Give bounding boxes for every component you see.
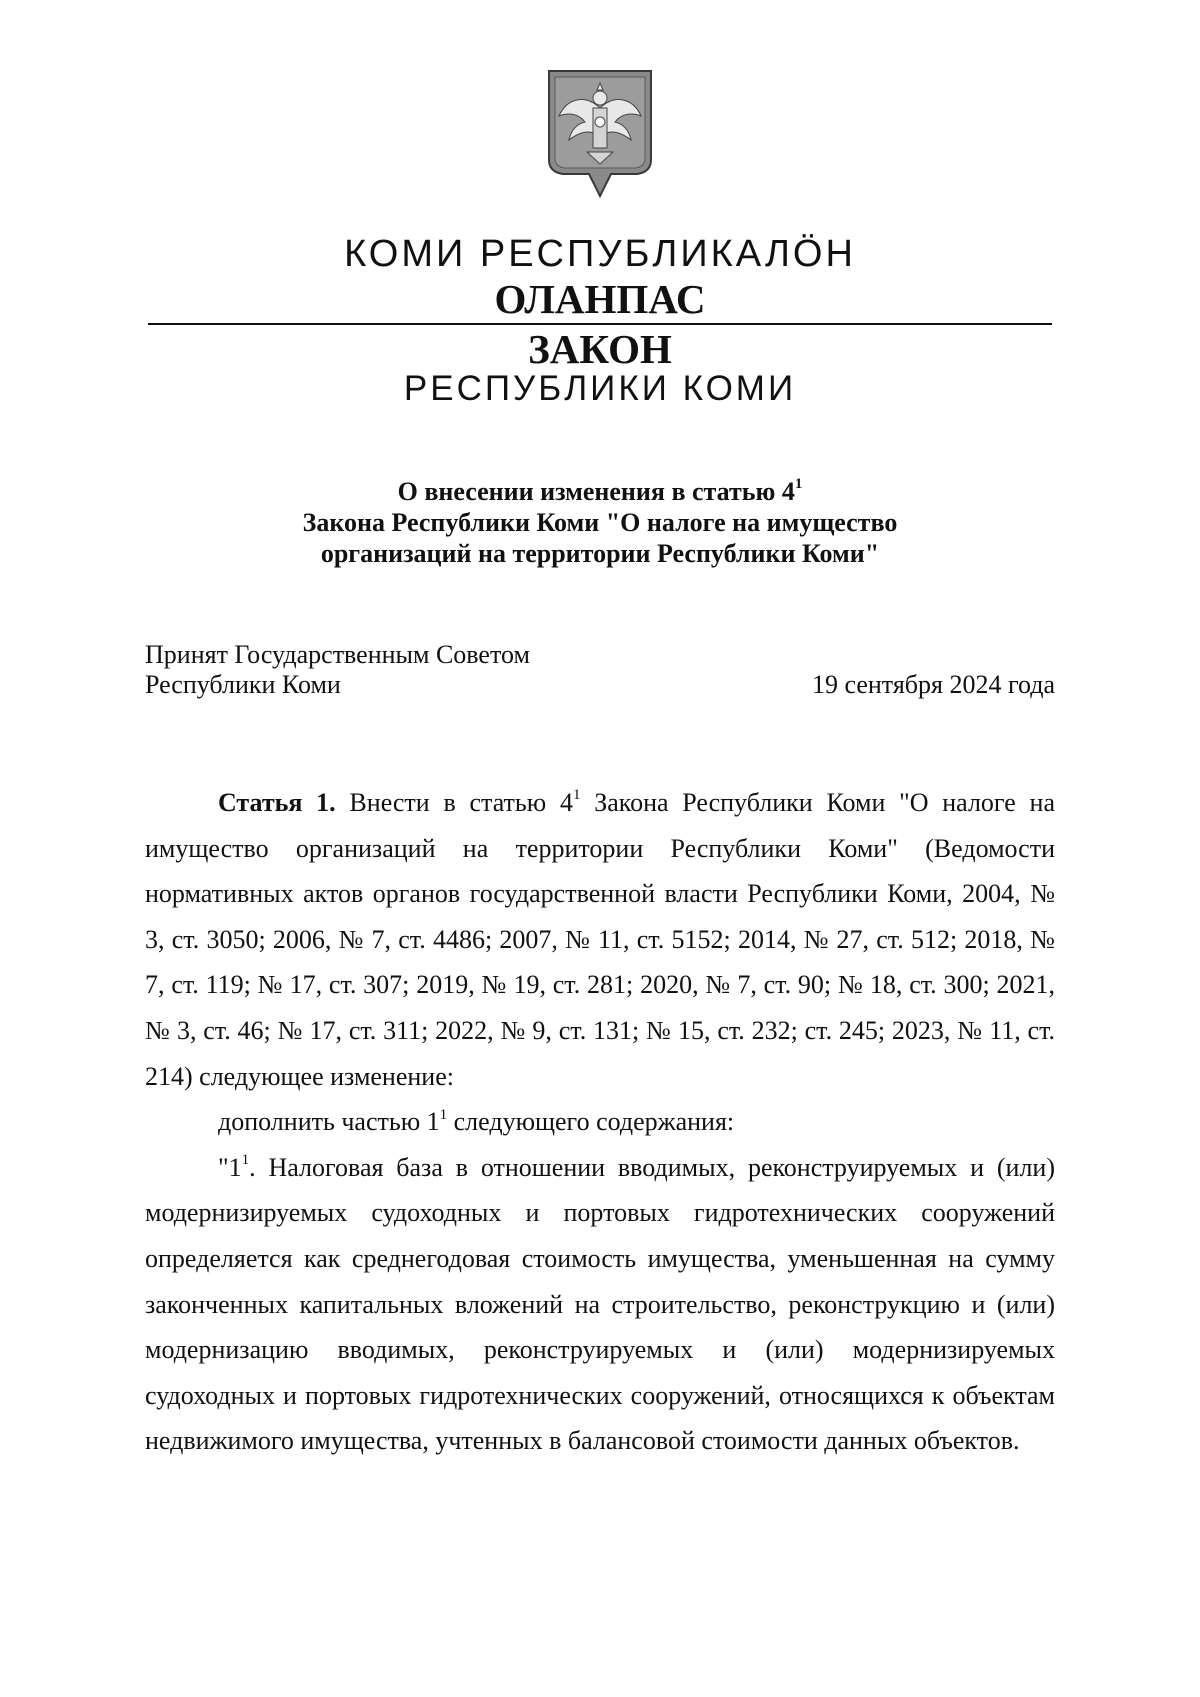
supplement-superscript: 1 [439, 1106, 448, 1123]
header-komi-line: КОМИ РЕСПУБЛИКАЛӦН [344, 233, 856, 275]
law-title-line-1 [150, 476, 1050, 507]
header-divider [148, 323, 1052, 325]
clause-text-a: "1 [218, 1152, 242, 1182]
adoption-line-2: Республики Коми [145, 670, 341, 699]
article-1-paragraph [145, 780, 1055, 1099]
article-body [145, 780, 1055, 1464]
header-republic-line: РЕСПУБЛИКИ КОМИ [403, 369, 797, 408]
clause-text-b: . Налоговая база в отношении вводимых, реконструируемых и (или) модернизируемых судоходных и портовых гидротехнических сооружений определяется как среднегодовая стоимость имущества, уменьшенная на сумму законченных капитальных вложений на строительство, реконструкцию и (или) модернизацию вводимых, реконструируемых и (или) модернизируемых судоходных и портовых гидротехнических сооружений, относящихся к объектам недвижимого имущества, учтенных в балансовой стоимости данных объектов. [145, 1152, 1055, 1456]
article-1-text-b: Закона Республики Коми "О налоге на имущество организаций на территории Республики Коми" (Ведомости нормативных актов органов государственной власти Республики Коми, 2004, № 3, ст. 3050; 2006, № 7, ст. 4486; 2007, № 11, ст. 5152; 2014, № 27, ст. 512; 2018, № 7, ст. 119; № 17, ст. 307; 2019, № 19, ст. 281; 2020, № 7, ст. 90; № 18, ст. 300; 2021, № 3, ст. 46; № 17, ст. 311; 2022, № 9, ст. 131; № 15, ст. 232; ст. 245; 2023, № 11, ст. 214) следующее изменение: [145, 788, 1055, 1091]
adoption-line-1: Принят Государственным Советом [145, 640, 530, 669]
law-title-line-2: Закона Республики Коми "О налоге на имущество [302, 508, 898, 537]
law-title-superscript: 1 [794, 476, 803, 493]
adoption-date: 19 сентября 2024 года [811, 670, 1055, 699]
supplement-text-b: следующего содержания: [447, 1107, 735, 1137]
header-olanpas: ОЛАНПАС [494, 276, 706, 322]
law-title-line-3: организаций на территории Республики Коми" [320, 539, 880, 568]
adoption-block [145, 640, 1055, 700]
supplement-text-a: дополнить частью 1 [218, 1107, 440, 1137]
article-1-superscript: 1 [572, 787, 581, 804]
law-title-line-1-text: О внесении изменения в статью 4 [397, 477, 795, 506]
coat-of-arms-icon [545, 68, 655, 200]
clause-paragraph [145, 1145, 1055, 1464]
law-title [150, 476, 1050, 569]
adoption-row-2 [145, 670, 1055, 700]
supplement-paragraph [145, 1099, 1055, 1145]
clause-superscript: 1 [241, 1152, 250, 1169]
header-zakon: ЗАКОН [528, 326, 672, 372]
article-1-label: Статья 1. [218, 788, 336, 817]
article-1-text-a: Внести в статью 4 [335, 788, 573, 817]
